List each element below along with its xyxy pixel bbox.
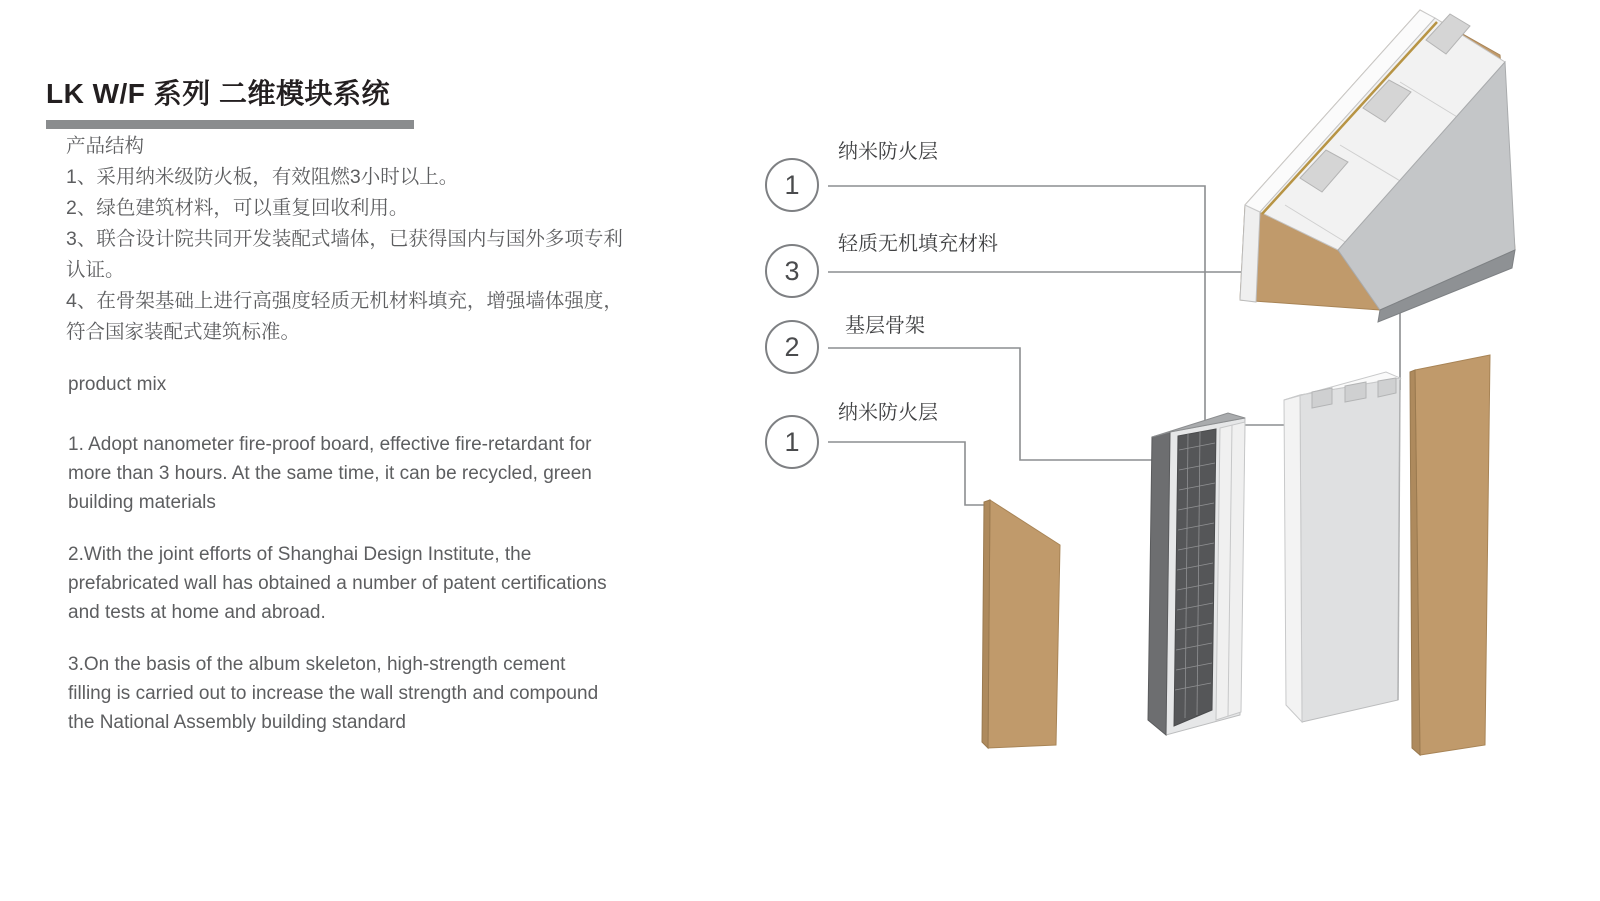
callout-label-light-inorganic-filling: 轻质无机填充材料	[838, 233, 998, 255]
callout-number-1-top: 1	[765, 158, 819, 212]
chinese-item-2: 2、绿色建筑材料，可以重复回收利用。	[66, 197, 409, 219]
chinese-item-3: 3、联合设计院共同开发装配式墙体，已获得国内与国外多项专利认证。	[66, 228, 623, 281]
title-underline-rule	[46, 120, 414, 129]
steel-skeleton	[1148, 413, 1245, 735]
chinese-item-1: 1、采用纳米级防火板，有效阻燃3小时以上。	[66, 166, 459, 188]
callout-number-1-bottom: 1	[765, 415, 819, 469]
chinese-heading: 产品结构	[66, 135, 145, 157]
english-paragraph-3: 3.On the basis of the album skeleton, high-strength cement filling is carried out to increase the wall strength and compound the National Assembly building standard	[68, 654, 599, 733]
page-title: LK W/F 系列 二维模块系统	[46, 78, 390, 109]
callout-label-nano-fireproof-top: 纳米防火层	[838, 141, 938, 163]
right-face-board	[1410, 355, 1490, 755]
top-wall-assembly	[1240, 10, 1515, 322]
callout-label-base-skeleton: 基层骨架	[845, 315, 925, 337]
callout-number-2: 2	[765, 320, 819, 374]
diagram-illustration	[700, 0, 1600, 901]
chinese-text-block	[66, 131, 626, 348]
english-paragraph-1: 1. Adopt nanometer fire-proof board, effective fire-retardant for more than 3 hours. At the same time, it can be recycled, green building materials	[68, 434, 592, 513]
callout-label-nano-fireproof-bottom: 纳米防火层	[838, 402, 938, 424]
callout-number-3: 3	[765, 244, 819, 298]
english-heading: product mix	[68, 374, 167, 395]
english-paragraph-2: 2.With the joint efforts of Shanghai Design Institute, the prefabricated wall has obtained a number of patent certifications and tests at home and abroad.	[68, 544, 607, 623]
chinese-item-4: 4、在骨架基础上进行高强度轻质无机材料填充，增强墙体强度，符合国家装配式建筑标准。	[66, 290, 623, 343]
exploded-wall-diagram	[700, 0, 1600, 901]
left-face-board	[982, 500, 1060, 748]
filling-panel	[1284, 372, 1400, 722]
